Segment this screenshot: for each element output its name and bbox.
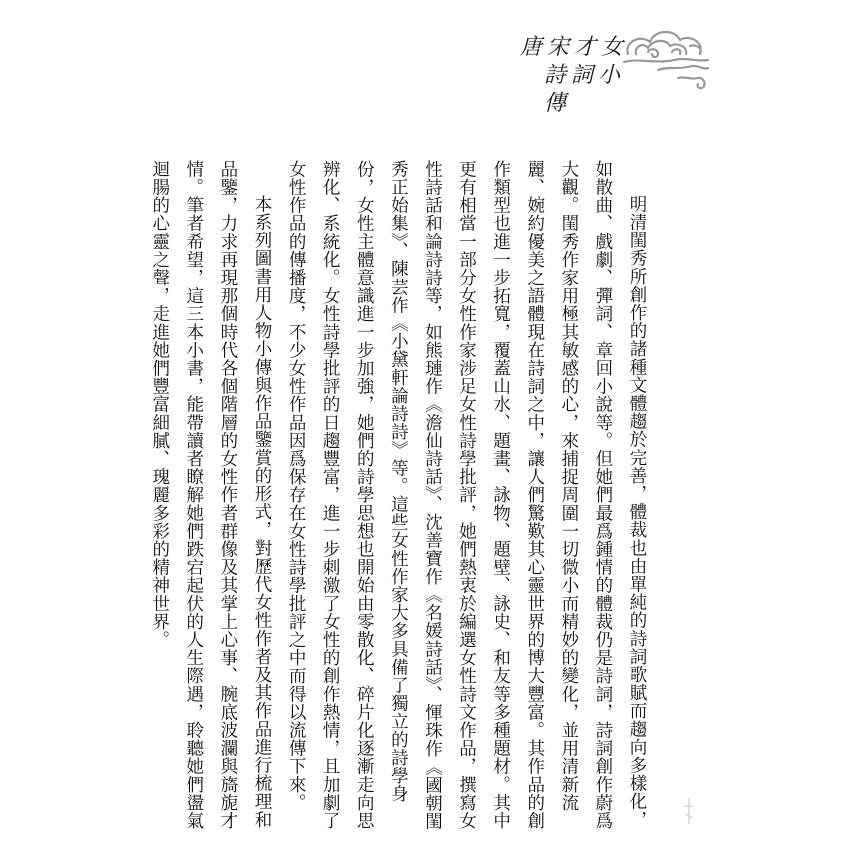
body-text xyxy=(143,160,654,832)
header-title-line2: 詩詞小傳 xyxy=(544,63,626,116)
header-title-line1: 唐宋才女 xyxy=(520,35,629,60)
page-mark-icon xyxy=(680,796,698,826)
cloud-ornament-icon xyxy=(618,24,710,96)
paragraph-2: 本系列圖書用人物小傳與作品鑒賞的形式，對歷代女性作者及其作品進行梳理和品鑒，力求再現那個時代各個階層的女性作者群像及其掌上心事、腕底波瀾與旖旎才情。筆者希望，這三本小書，能帶讀者瞭解她們跌宕起伏的人生際遇，聆聽她們盪氣迴腸的心靈之聲，走進她們豐富細膩、瑰麗多彩的精神世界。 xyxy=(149,160,272,830)
paragraph-1: 明清閨秀所創作的諸種文體趨於完善，體裁也由單純的詩詞歌賦而趨向多樣化，如散曲、戲劇、彈詞、章回小說等。但她們最爲鍾情的體裁仍是詩詞，詩詞創作蔚爲大觀。閨秀作家用極其敏感的心，來捕捉周圍一切微小而精妙的變化，並用清新流麗、婉約優美之語體現在詩詞之中，讓人們驚歎其心靈世界的博大豐富。其作品的創作類型也進一步拓寬，覆蓋山水、題畫、詠物、題壁、詠史、和友等多種題材。其中更有相當一部分女性作家涉足女性詩學批評，她們熱衷於編選女性詩文作品，撰寫女性詩話和論詩詩等，如熊璉作《澹仙詩話》、沈善寶作《名媛詩話》、惲珠作《國朝閨秀正始集》、陳芸作《小黛軒論詩詩》等。這些女性作家大多具備了獨立的詩學身份，女性主體意識進一步加強，她們的詩學思想也開始由零散化、碎片化逐漸走向思辨化、系統化。女性詩學批評的日趨豐富，進一步刺激了女性的創作熱情，且加劇了女性作品的傳播度，不少女性作品因爲保存在女性詩學批評之中而得以流傳下來。 xyxy=(286,160,647,831)
